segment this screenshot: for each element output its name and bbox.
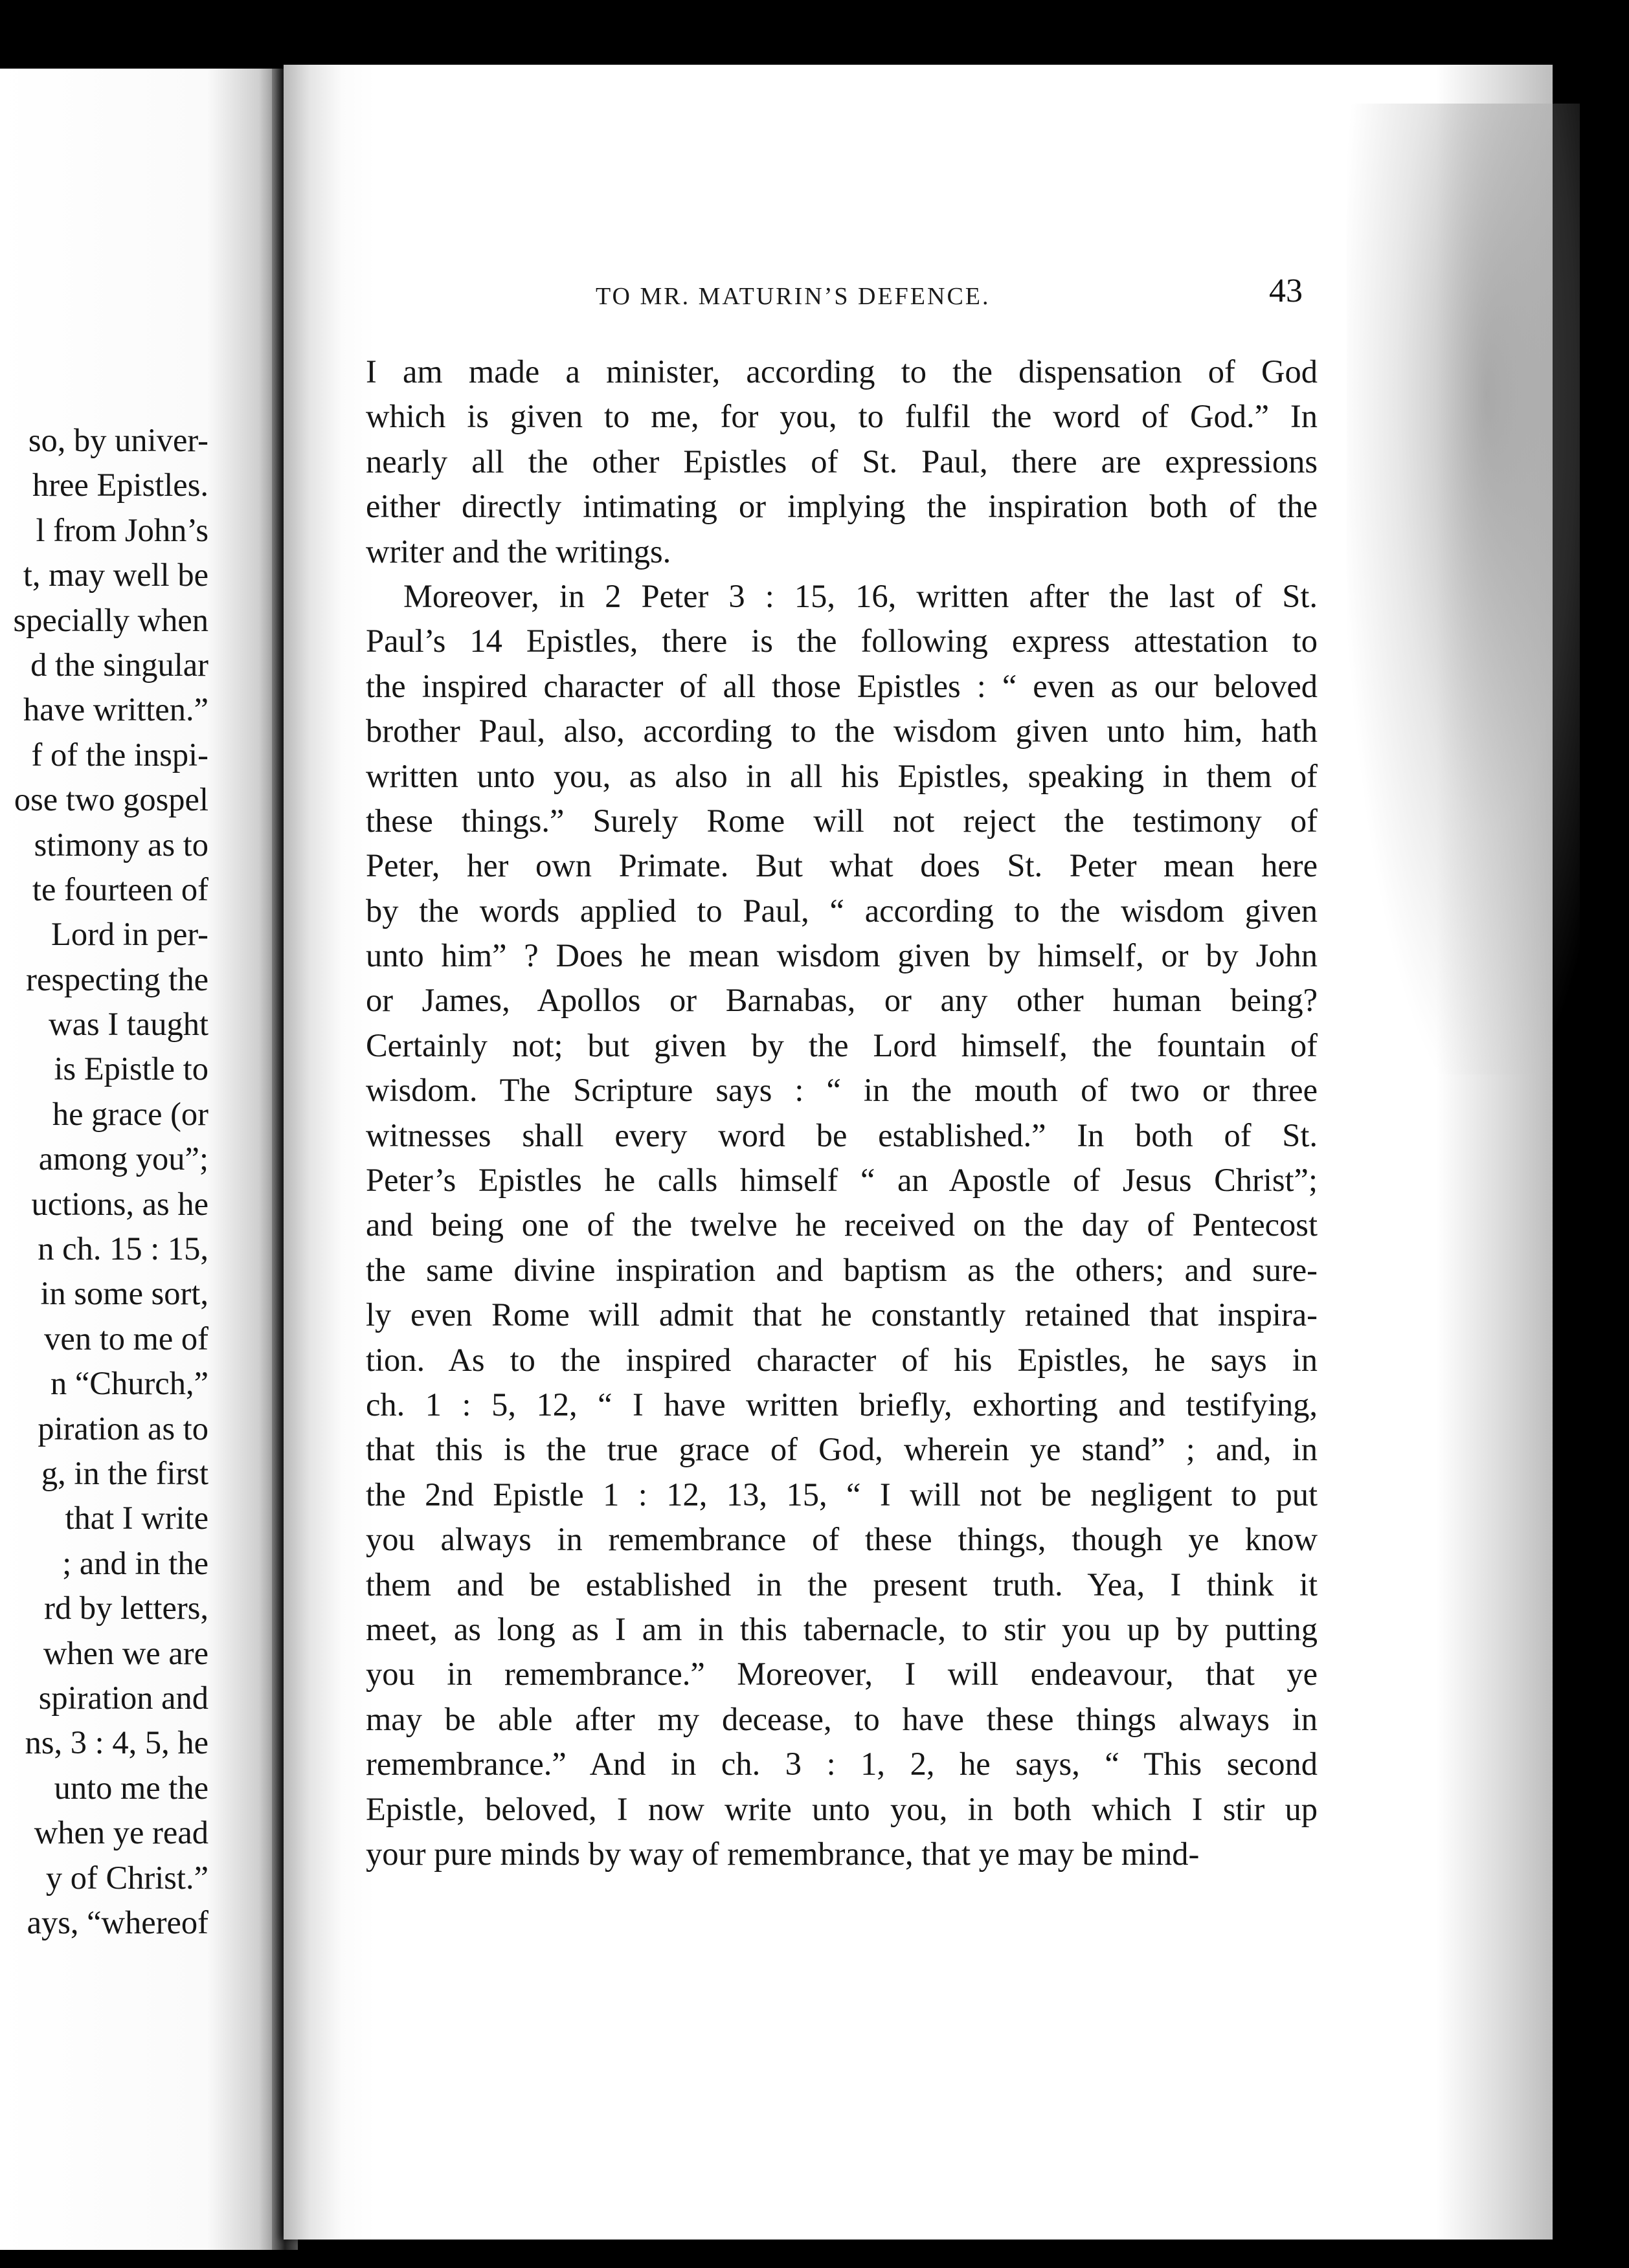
left-text-line: f of the inspi- <box>31 736 208 773</box>
text-line: the 2nd Epistle 1 : 12, 13, 15, “ I will not be negligent to put <box>366 1476 1318 1513</box>
left-text-line: n “Church,” <box>51 1365 208 1402</box>
left-text-line: piration as to <box>38 1410 208 1447</box>
left-text-line: te fourteen of <box>32 871 208 907</box>
text-line: or James, Apollos or Barnabas, or any other human being? <box>366 982 1318 1019</box>
text-line: unto him” ? Does he mean wisdom given by himself, or by John <box>366 937 1318 974</box>
text-line: writer and the writings. <box>366 533 671 570</box>
text-line: by the words applied to Paul, “ according to the wisdom given <box>366 892 1318 929</box>
text-line: you always in remembrance of these things, though ye know <box>366 1521 1318 1558</box>
text-line: your pure minds by way of remembrance, that ye may be mind- <box>366 1835 1200 1872</box>
running-head: TO MR. MATURIN’S DEFENCE. <box>596 283 991 310</box>
left-text-line: hree Epistles. <box>32 467 208 504</box>
left-text-line: uctions, as he <box>31 1185 208 1222</box>
text-line: these things.” Surely Rome will not reject the testimony of <box>366 802 1318 839</box>
text-line: brother Paul, also, according to the wisdom given unto him, hath <box>366 713 1318 750</box>
text-line: meet, as long as I am in this tabernacle, to stir you up by putting <box>366 1610 1318 1647</box>
left-text-line: was I taught <box>49 1006 208 1043</box>
left-text-line: rd by letters, <box>44 1590 208 1627</box>
left-page-text <box>0 418 208 1945</box>
text-line: the inspired character of all those Epistles : “ even as our beloved <box>366 667 1318 704</box>
text-line: you in remembrance.” Moreover, I will endeavour, that ye <box>366 1656 1318 1693</box>
left-text-line: that I write <box>65 1500 208 1537</box>
text-line: and being one of the twelve he received on the day of Pentecost <box>366 1206 1318 1243</box>
page-number: 43 <box>1269 272 1303 309</box>
text-line: Peter’s Epistles he calls himself “ an Apostle of Jesus Christ”; <box>366 1162 1318 1199</box>
text-line: I am made a minister, according to the dispensation of God <box>366 353 1318 390</box>
text-line: Moreover, in 2 Peter 3 : 15, 16, written after the last of St. <box>403 577 1318 614</box>
left-text-line: so, by univer- <box>28 422 208 458</box>
text-line: that this is the true grace of God, wherein ye stand” ; and, in <box>366 1431 1318 1468</box>
text-line: wisdom. The Scripture says : “ in the mouth of two or three <box>366 1072 1318 1109</box>
text-line: Paul’s 14 Epistles, there is the following express attestation to <box>366 623 1318 660</box>
left-text-line: he grace (or <box>52 1095 208 1132</box>
left-text-line: when we are <box>43 1634 208 1671</box>
text-line: tion. As to the inspired character of his Epistles, he says in <box>366 1341 1318 1378</box>
left-text-line: y of Christ.” <box>45 1859 208 1896</box>
left-text-line: Lord in per- <box>51 916 208 953</box>
text-line: may be able after my decease, to have these things always in <box>366 1700 1318 1737</box>
left-text-line: t, may well be <box>23 557 208 594</box>
text-line: nearly all the other Epistles of St. Paul, there are expressions <box>366 443 1318 480</box>
text-line: ch. 1 : 5, 12, “ I have written briefly, exhorting and testifying, <box>366 1386 1318 1423</box>
text-line: witnesses shall every word be established.” In both of St. <box>366 1117 1318 1153</box>
text-line: Epistle, beloved, I now write unto you, in both which I stir up <box>366 1790 1318 1827</box>
text-line: Certainly not; but given by the Lord himself, the fountain of <box>366 1027 1318 1063</box>
left-text-line: have written.” <box>23 691 208 728</box>
left-text-line: ose two gospel <box>14 781 208 818</box>
left-text-line: in some sort, <box>40 1275 208 1312</box>
text-line: written unto you, as also in all his Epistles, speaking in them of <box>366 757 1318 794</box>
left-text-line: ; and in the <box>62 1544 208 1581</box>
left-text-line: ven to me of <box>44 1320 208 1357</box>
text-line: the same divine inspiration and baptism as the others; and sure- <box>366 1251 1318 1288</box>
left-text-line: unto me the <box>54 1769 208 1806</box>
left-text-line: respecting the <box>26 961 208 997</box>
left-page <box>0 69 278 2250</box>
text-line: Peter, her own Primate. But what does St. Peter mean here <box>366 847 1318 884</box>
left-text-line: ays, “whereof <box>27 1904 208 1940</box>
left-text-line: l from John’s <box>36 511 208 548</box>
left-text-line: stimony as to <box>34 826 208 863</box>
left-text-line: g, in the first <box>41 1454 208 1491</box>
body-text <box>366 350 1318 1876</box>
left-text-line: ns, 3 : 4, 5, he <box>25 1724 208 1761</box>
left-text-line: is Epistle to <box>54 1051 208 1087</box>
text-line: either directly intimating or implying the inspiration both of the <box>366 488 1318 525</box>
text-line: them and be established in the present truth. Yea, I think it <box>366 1566 1318 1603</box>
text-line: ly even Rome will admit that he constantly retained that inspira- <box>366 1296 1318 1333</box>
left-text-line: d the singular <box>30 646 208 683</box>
left-text-line: when ye read <box>34 1814 208 1851</box>
left-text-line: spiration and <box>38 1679 208 1716</box>
left-text-line: specially when <box>13 601 208 638</box>
text-line: remembrance.” And in ch. 3 : 1, 2, he says, “ This second <box>366 1746 1318 1783</box>
left-text-line: among you”; <box>38 1140 208 1177</box>
left-text-line: n ch. 15 : 15, <box>38 1230 208 1267</box>
text-line: which is given to me, for you, to fulfil the word of God.” In <box>366 398 1318 435</box>
